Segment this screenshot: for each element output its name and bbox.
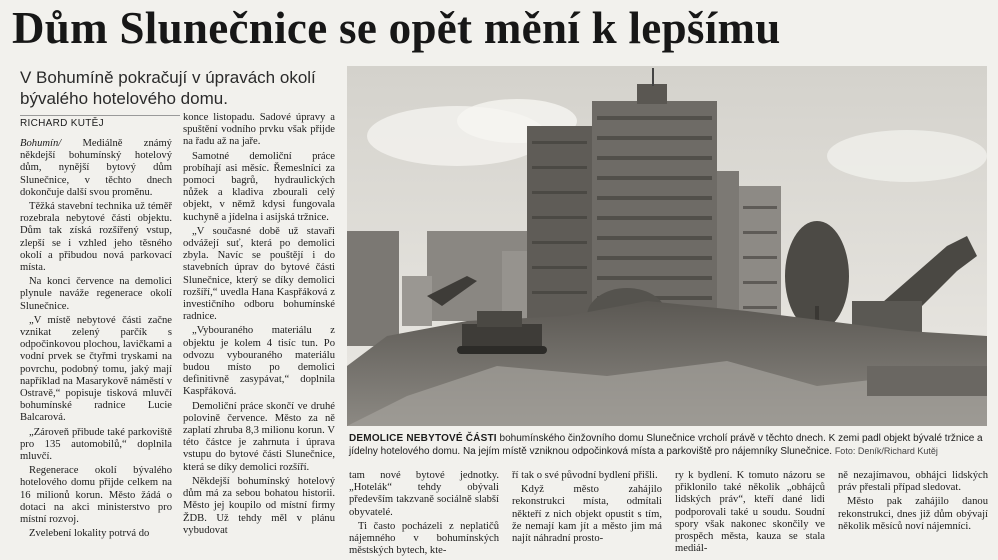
demolition-photo-illustration — [347, 66, 987, 426]
article-column-4 — [512, 470, 662, 560]
byline: RICHARD KUTĚJ — [20, 115, 180, 129]
article-paragraph: Regenerace okolí bývalého hotelového domu přijde celkem na 16 milionů korun. Město žádá o dotaci na akci ministerstvo pro místní rozvoj. — [20, 465, 172, 526]
headline: Dům Slunečnice se opět mění k lepšímu — [12, 3, 781, 53]
article-paragraph: ry k bydlení. K tomuto názoru se přiklonilo také několik „obhájců lidských práv“, kteří dané lidi podporovali také u soudu. Soudní spory však nakonec skončily ve prospěch města, kauza se stala mediál- — [675, 470, 825, 555]
article-paragraph: Ti často pocházeli z neplatičů nájemného v bohumínských městských bytech, kte- — [349, 520, 499, 557]
article-paragraph: „Vybouraného materiálu z objektu je kolem 4 tisíc tun. Po odvozu vybouraného materiálu budou místo po demolici definitivně zasypávat,“ doplnila Kaspřáková. — [183, 325, 335, 398]
photo-caption — [349, 432, 989, 458]
article-paragraph: Když město zahájilo rekonstrukci místa, odmítali někteří z nich objekt opustit s tím, že nemají kam jít a město jim má najít náhradní prosto- — [512, 484, 662, 545]
photo-credit: Foto: Deník/Richard Kutěj — [834, 446, 938, 456]
subheadline: V Bohumíně pokračují v úpravách okolí bývalého hotelového domu. — [20, 68, 316, 108]
article-paragraph: ří tak o své původní bydlení přišli. — [512, 470, 658, 481]
caption-text: bohumínského činžovního domu Slunečnice vrcholí právě v těchto dnech. K zemi padl objekt bývalé tržnice a jídelny hotelového domu. Na jejím místě vzniknou odpočinková místa a parkoviště pro nájemníky Slunečnice. — [349, 433, 983, 457]
article-column-3 — [349, 470, 499, 560]
article-column-1 — [20, 138, 172, 560]
article-paragraph: Demoliční práce skončí ve druhé polovině července. Město za ně zaplatí zhruba 8,3 milionu korun. V této částce je zahrnuta i úprava vstupu do bytové části Slunečnice, která se díky demolici rozšíří. — [183, 400, 335, 473]
article-paragraph: „V místě nebytové části začne vznikat zelený parčík s odpočinkovou plochou, lavičkami a vodní prvek se čtyřmi tryskami na povrchu, podobný tomu, jaký mají například na Masarykově náměstí v Ostravě,“ popisuje tisková mluvčí bohumínské radnice Lucie Balcarová. — [20, 314, 172, 424]
article-paragraph: ně nezajímavou, obhájci lidských práv přestali případ sledovat. — [838, 470, 988, 494]
article-paragraph: „V současné době už stavaři odvážejí suť, která po demolici zbyla. Navíc se pouštějí i do stavebních úprav do bytové části Slunečnice, který se díky demolici rozšíří,“ uvedla Hana Kaspřáková z investičního odboru bohumínské radnice. — [183, 225, 335, 323]
dateline: Bohumín/ — [20, 138, 62, 149]
article-paragraph: Někdejší bohumínský hotelový dům má za sebou bohatou historii. Město jej koupilo od místní firmy ŽDB. Už tehdy měl v plánu vybudovat — [183, 475, 335, 536]
article-paragraph: tam nové bytové jednotky. „Hotelák“ tehdy obývali především takzvaně sociálně slabší obyvatelé. — [349, 470, 499, 518]
article-column-5 — [675, 470, 825, 560]
article-paragraph: Město pak zahájilo danou rekonstrukci, dnes již dům obývají několik měsíců noví nájemníci. — [838, 496, 988, 532]
article-paragraph: konce listopadu. Sadové úpravy a spuštění vodního prvku však přijde na řadu až na jaře. — [183, 112, 335, 148]
news-photo — [347, 66, 987, 426]
article-column-2 — [183, 112, 335, 560]
paragraph-text: Mediálně známý někdejší bohumínský hotelový dům, nynější bytový dům Slunečnice, v těchto dnech dokončuje další svou proměnu. — [20, 138, 172, 198]
article-paragraph: Samotné demoliční práce probíhají asi měsíc. Řemeslníci za pomoci bagrů, hydraulických nůžek a kladiva zbourali celý objekt, v němž kdysi fungovala kuchyně a jídelna i asijská tržnice. — [183, 150, 335, 223]
article-column-6 — [838, 470, 988, 560]
article-paragraph: Těžká stavební technika už téměř rozebrala nebytové části objektu. Dům tak získá rozšířený vstup, zlepší se i vzhled jeho těsného okolí a přibudou nová parkovací místa. — [20, 201, 172, 274]
article-paragraph: Na konci července na demolici plynule naváže regenerace okolí Slunečnice. — [20, 276, 172, 312]
caption-heading: DEMOLICE NEBYTOVÉ ČÁSTI — [349, 433, 497, 444]
article-paragraph: Zvelebení lokality potrvá do — [29, 528, 150, 540]
article-paragraph: „Zároveň přibude také parkoviště pro 135 automobilů,“ doplnila mluvčí. — [20, 426, 172, 463]
article-paragraph — [20, 138, 172, 199]
